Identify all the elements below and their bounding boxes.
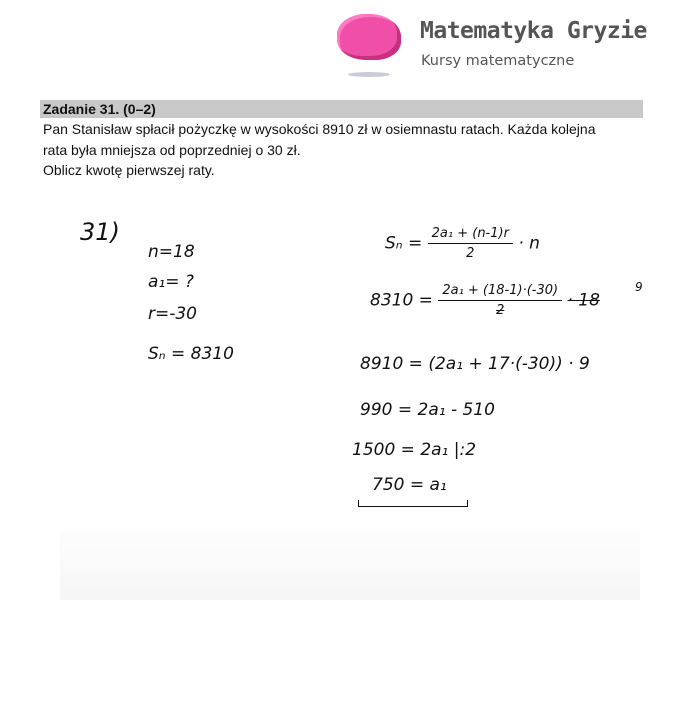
- formula-rhs: · n: [518, 233, 540, 254]
- step: 1500 = 2a₁ |:2: [352, 440, 477, 460]
- formula-numerator: 2a₁ + (n-1)r: [428, 226, 513, 244]
- formula-denominator: 2: [466, 246, 475, 261]
- brain-logo-icon: [337, 14, 401, 60]
- step1-numerator: 2a₁ + (18-1)·(-30): [438, 283, 562, 301]
- step1-rhs: · 18: [567, 290, 600, 311]
- brand-subtitle: Kursy matematyczne: [421, 53, 575, 69]
- step1-note: 9: [635, 280, 643, 294]
- task-line: rata była mniejsza od poprzedniej o 30 zł.: [43, 142, 301, 158]
- given-n: n=18: [148, 242, 195, 262]
- step: 8910 = (2a₁ + 17·(-30)) · 9: [360, 354, 590, 374]
- step1-denominator: 2: [496, 303, 505, 318]
- formula-lhs: Sₙ =: [385, 233, 423, 254]
- brand-title: Matematyka Gryzie: [420, 18, 647, 44]
- task-line: Pan Stanisław spłacił pożyczkę w wysokości 8910 zł w osiemnastu ratach. Każda kolejna: [43, 121, 596, 137]
- final-answer: 750 = a₁: [372, 475, 447, 495]
- task-title: Zadanie 31. (0–2): [43, 101, 156, 117]
- task-header: [40, 100, 643, 118]
- step-substitution: [370, 283, 600, 318]
- given-r: r=-30: [148, 304, 197, 324]
- answer-underline: [358, 500, 468, 507]
- given-a1: a₁= ?: [148, 272, 194, 292]
- step1-lhs: 8310 =: [370, 290, 433, 311]
- solution-number: 31): [80, 218, 120, 246]
- given-sn: Sₙ = 8310: [148, 344, 234, 364]
- logo-shadow: [348, 72, 390, 77]
- step: 990 = 2a₁ - 510: [360, 400, 495, 420]
- formula: [385, 226, 540, 261]
- scan-background: [60, 530, 640, 600]
- task-line: Oblicz kwotę pierwszej raty.: [43, 162, 215, 178]
